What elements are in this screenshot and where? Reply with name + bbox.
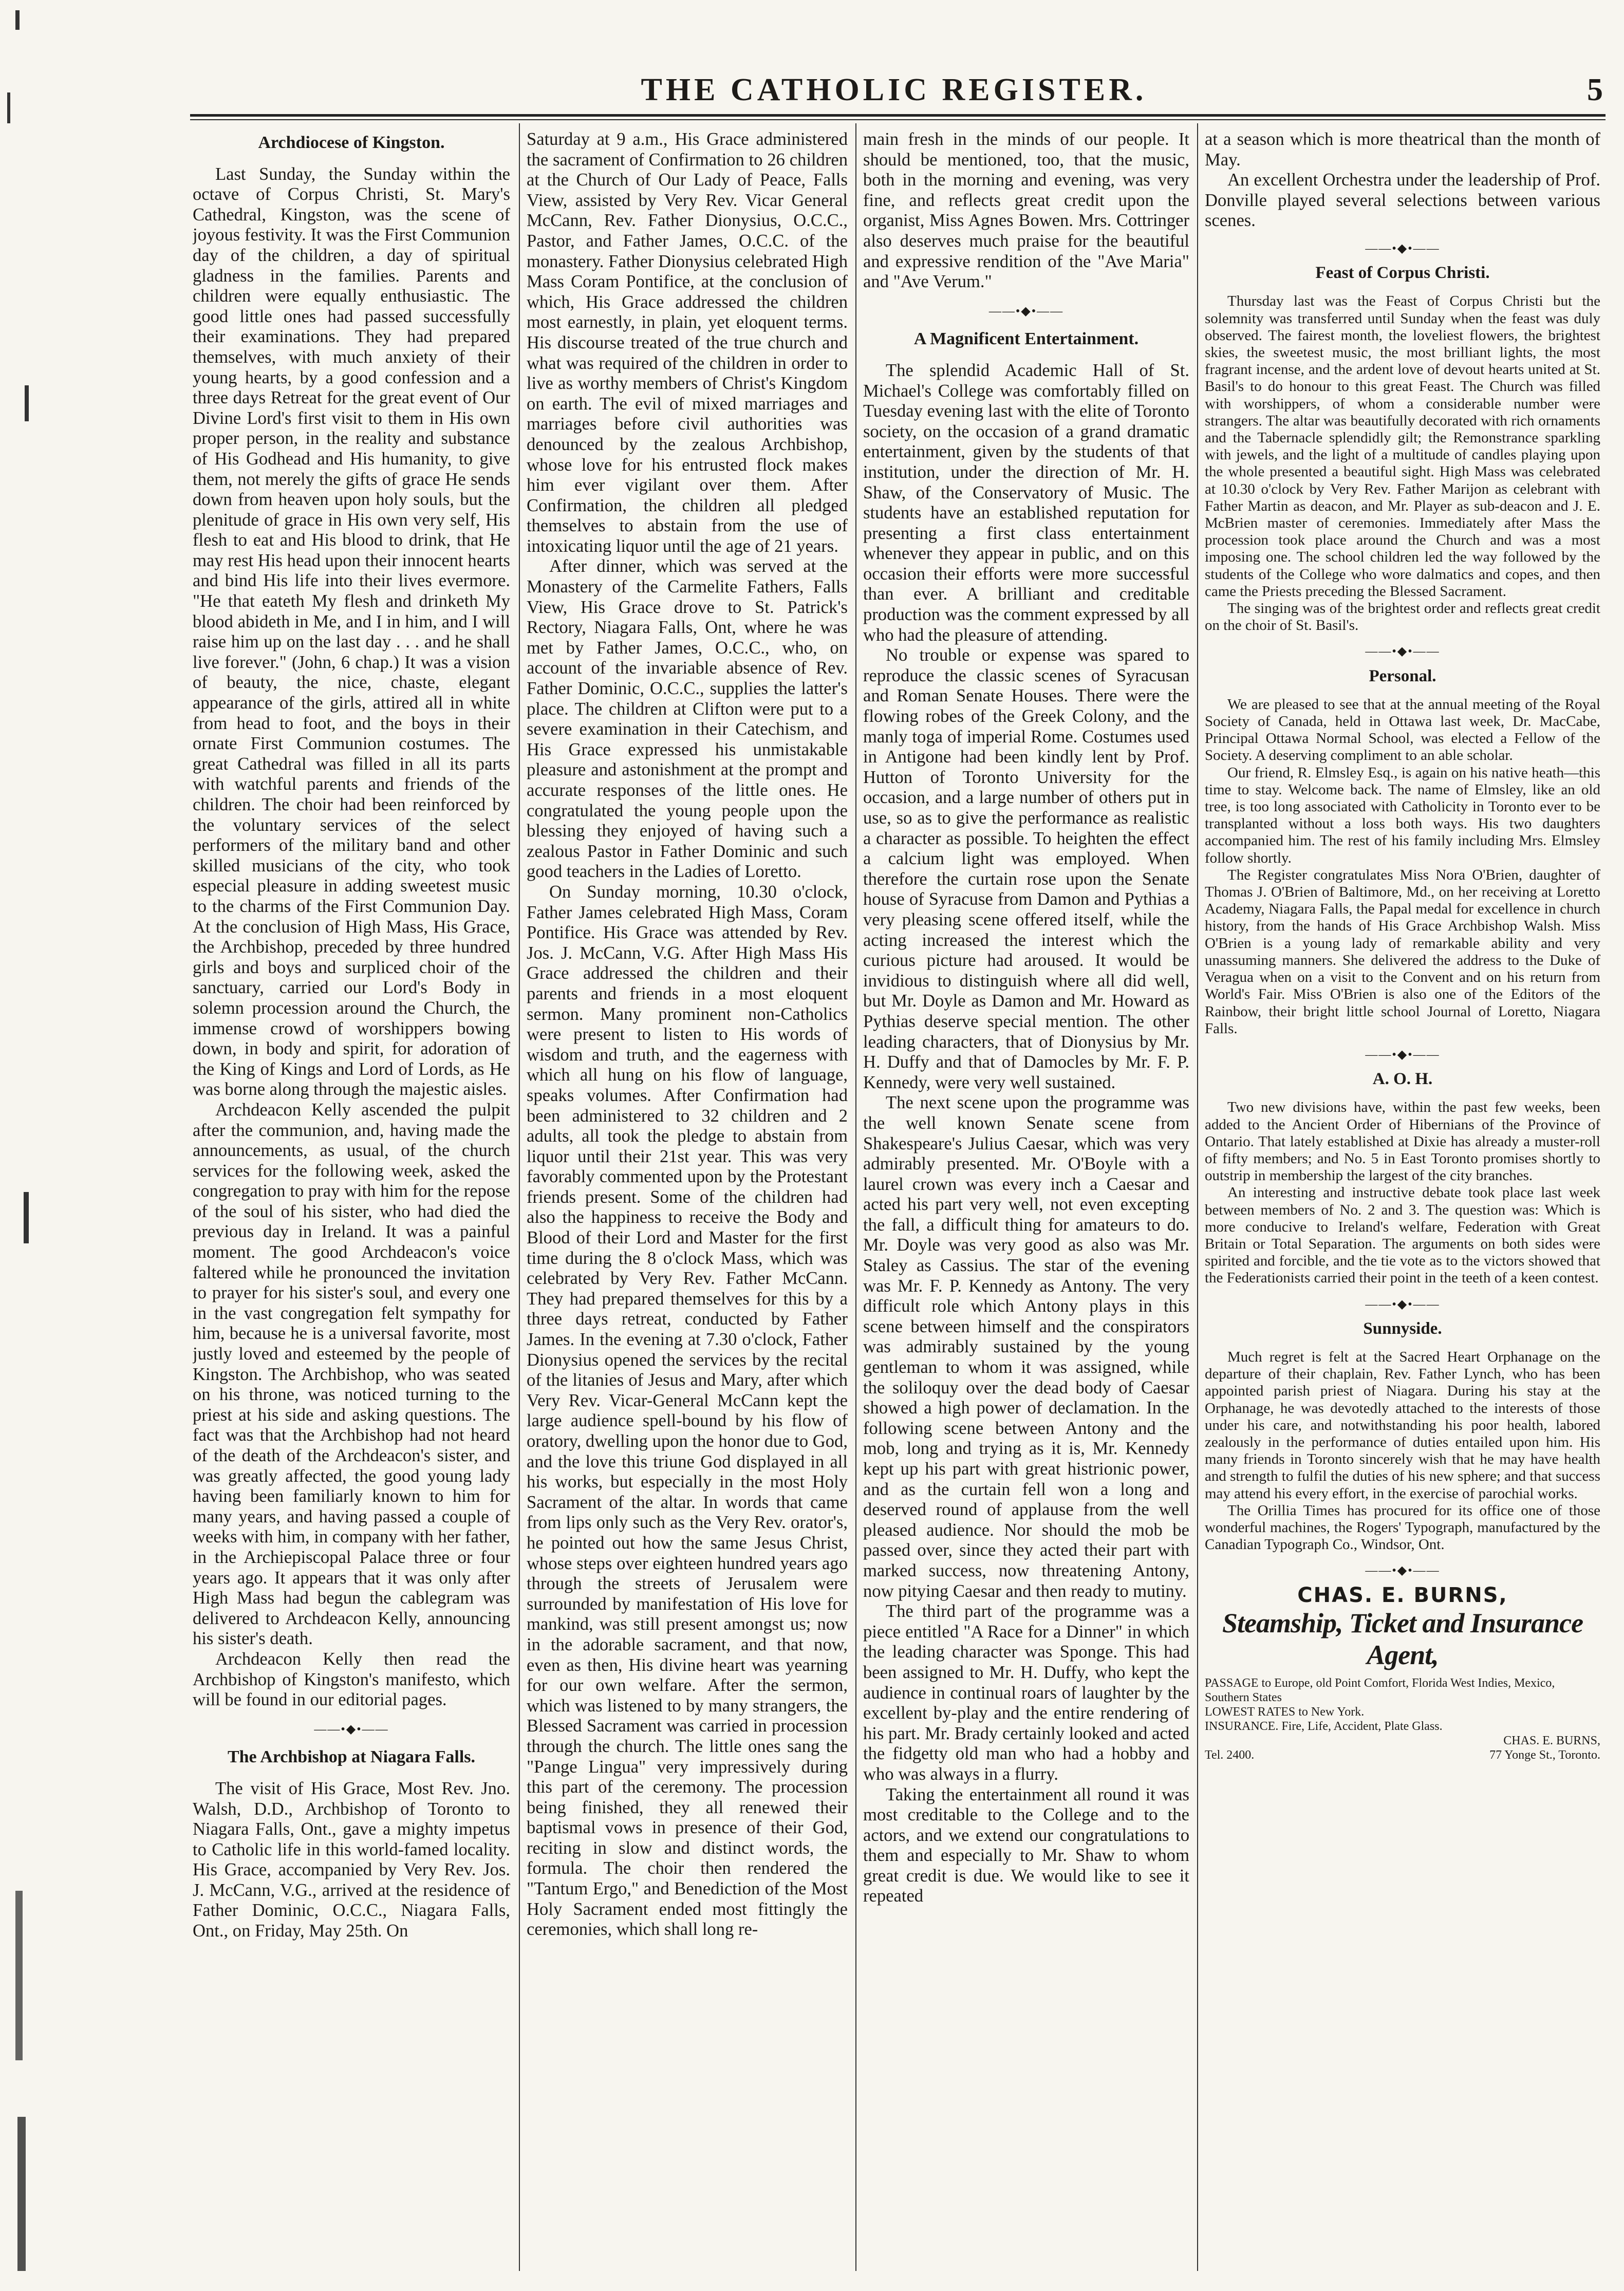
page-number: 5 bbox=[1587, 72, 1603, 107]
section-separator: ——•◆•—— bbox=[988, 304, 1064, 318]
ad-name: CHAS. E. BURNS, bbox=[1297, 1583, 1508, 1607]
article-title-kingston: Archdiocese of Kingston. bbox=[258, 133, 445, 152]
article-paragraph: No trouble or expense was spared to reproduce the classic scenes of Syracusan and Roman Senate Houses. There were the flowing robes of the Greek Colony, and the manly toga of imperial Rome. Costumes used in Antigone had been kindly lent by Prof. Hutton of Toronto University for the occasion, and a large number of others put in use, so as to give the performance as realistic a character as possible. To heighten the effect a calcium light was employed. When therefore the curtain rose upon the Senate house of Syracuse from Damon and Pythias a very pleasing scene offered itself, while the acting increased the interest which the curious picture had aroused. It would be invidious to distinguish where all did well, but Mr. Doyle as Damon and Mr. Howard as Pythias deserve special mention. The other leading characters, that of Dionysius by Mr. H. Duffy and that of Damocles by Mr. F. P. Kennedy, were very well sustained. bbox=[863, 645, 1189, 1092]
margin-mark bbox=[15, 1891, 23, 2060]
article-paragraph: Our friend, R. Elmsley Esq., is again on his native heath—this time to stay. Welcome back. The name of Elmsley, like an old tree, is too long associated with Catholicity in Toronto ever to be transplanted without a loss both ways. His two daughters accompanied him. The rest of his family including Mrs. Elmsley follow shortly. bbox=[1205, 764, 1600, 866]
section-separator: ——•◆•—— bbox=[1365, 1297, 1440, 1311]
margin-mark bbox=[15, 10, 20, 30]
article-paragraph: Much regret is felt at the Sacred Heart Orphanage on the departure of their chaplain, Rev. Father Lynch, who has been appointed parish priest of Niagara. During his stay at the Orphanage, he was devotedly attached to the interests of those under his care, and notwithstanding his poor health, labored zealously in the performance of duties entailed upon him. His many friends in Toronto sincerely wish that he may have health and strength to fulfil the duties of his new sphere; and that success may attend his every effort, in the exercise of parochial works. bbox=[1205, 1348, 1600, 1502]
article-paragraph: On Sunday morning, 10.30 o'clock, Father James celebrated High Mass, Coram Pontifice. His Grace was attended by Rev. Jos. J. McCann, V.G. After High Mass His Grace addressed the children and their parents and friends in a most eloquent sermon. Many prominent non-Catholics were present to listen to His words of wisdom and truth, and the eagerness with which all hung on his flow of language, speaks volumes. After Confirmation had been administered to 32 children and 2 adults, all took the pledge to abstain from liquor until their 21st year. This was very favorably commented upon by the Protestant friends present. Some of the children had also the happiness to receive the Body and Blood of their Lord and Master for the first time during the 8 o'clock Mass, which was celebrated by Very Rev. Father McCann. They had prepared themselves for this by a three days retreat, conducted by Father James. In the evening at 7.30 o'clock, Father Dionysius opened the services by the recital of the litanies of Jesus and Mary, after which Very Rev. Vicar-General McCann kept the large audience spell-bound by his flow of oratory, dwelling upon the honor due to God, and the love this triune God displayed in all his works, but especially in the most Holy Sacrament of the altar. In words that came from lips only such as the Very Rev. orator's, he pointed out how the same Jesus Christ, whose steps over eighteen hundred years ago through the streets of Jerusalem were surrounded by manifestation of His love for mankind, was still present amongst us; now in the adorable sacrament, and that now, even as then, His divine heart was yearning for our own welfare. After the sermon, which was listened to by many strangers, the Blessed Sacrament was carried in procession through the church. The little ones sang the "Pange Lingua" very impressively during this part of the ceremony. The procession being finished, they all renewed their baptismal vows in presence of their God, reciting in slow and distinct words, the formula. The choir then rendered the "Tantum Ergo," and Benediction of the Most Holy Sacrament ended most fittingly the ceremonies, which shall long re- bbox=[527, 882, 848, 1940]
article-paragraph: The Register congratulates Miss Nora O'Brien, daughter of Thomas J. O'Brien of Baltimore, Md., on her receiving at Loretto Academy, Niagara Falls, the Papal medal for excellence in church history, from the hands of His Grace Archbishop Walsh. Miss O'Brien is a young lady of remarkable ability and very unassuming manners. She delivered the address to the Duke of Veragua when on a visit to the Convent and on his return from World's Fair. Miss O'Brien is also one of the Editors of the Rainbow, their bright little school Journal of Loretto, Niagara Falls. bbox=[1205, 866, 1600, 1037]
ad-signature: CHAS. E. BURNS, bbox=[1503, 1734, 1600, 1747]
article-title-personal: Personal. bbox=[1369, 666, 1436, 685]
ad-telephone: Tel. 2400. bbox=[1205, 1748, 1255, 1762]
column-divider bbox=[855, 123, 856, 2271]
section-separator: ——•◆•—— bbox=[314, 1722, 389, 1736]
article-paragraph: An interesting and instructive debate took place last week between members of No. 2 and 3. The question was: Which is more conducive to Ireland's welfare, Federation with Great Britain or Total Separation. The arguments on both sides were spirited and forcible, and the tie vote as to the victors showed that the Federationists carried their point in the teeth of a keen contest. bbox=[1205, 1184, 1600, 1287]
article-paragraph: The splendid Academic Hall of St. Michael's College was comfortably filled on Tuesday evening last with the elite of Toronto society, on the occasion of a grand dramatic entertainment, given by the students of that institution, under the direction of Mr. H. Shaw, of the Conservatory of Music. The students have an established reputation for presenting a first class entertainment whenever they appear in public, and on this occasion their efforts were more successful than ever. A brilliant and creditable production was the comment expressed by all who had the pleasure of attending. bbox=[863, 360, 1189, 645]
article-title-niagara: The Archbishop at Niagara Falls. bbox=[227, 1747, 476, 1767]
article-paragraph: The singing was of the brightest order and reflects great credit on the choir of St. Basil's. bbox=[1205, 600, 1600, 634]
column-4 bbox=[1205, 129, 1600, 2272]
column-2 bbox=[527, 129, 848, 2272]
column-divider bbox=[519, 123, 520, 2271]
column-divider bbox=[1197, 123, 1198, 2271]
article-paragraph: Archdeacon Kelly then read the Archbishop of Kingston's manifesto, which will be found in our editorial pages. bbox=[193, 1649, 510, 1710]
ad-contact bbox=[1205, 1748, 1600, 1762]
article-paragraph: After dinner, which was served at the Monastery of the Carmelite Fathers, Falls View, His Grace drove to St. Patrick's Rectory, Niagara Falls, Ont, where he was met by Father James, O.C.C., who, on account of the invariable absence of Rev. Father Dominic, O.C.C., supplies the latter's place. The children at Clifton were put to a severe examination in their Catechism, and His Grace expressed his unmistakable pleasure and astonishment at the prompt and accurate responses of the little ones. He congratulated the young people upon the blessing they enjoyed of having such a zealous Pastor in Father Dominic and such good teachers in the Ladies of Loretto. bbox=[527, 556, 848, 882]
article-paragraph: The next scene upon the programme was the well known Senate scene from Shakespeare's Julius Caesar, which was very admirably presented. Mr. O'Boyle with a laurel crown was every inch a Caesar and acted his part very well, not even excepting the fall, a difficult thing for amateurs to do. Mr. Doyle was very good as also was Mr. Staley as Cassius. The star of the evening was Mr. F. P. Kennedy as Antony. The very difficult role which Antony plays in this scene between himself and the conspirators was admirably sustained by the young gentleman to whom it was assigned, while the soliloquy over the dead body of Caesar showed a high power of declamation. In the following scene between Antony and the mob, long and trying as it is, Mr. Kennedy kept up his part with great histrionic power, and as the curtain fell won a long and deserved round of applause from the well pleased audience. Nor should the mob be passed over, since they acted their part with marked success, now threatening Antony, now pitying Caesar and then ready to mutiny. bbox=[863, 1093, 1189, 1601]
article-paragraph: at a season which is more theatrical than the month of May. bbox=[1205, 129, 1600, 170]
ad-address: 77 Yonge St., Toronto. bbox=[1489, 1748, 1600, 1762]
article-paragraph: The Orillia Times has procured for its office one of those wonderful machines, the Rogers' Typograph, manufactured by the Canadian Typograph Co., Windsor, Ont. bbox=[1205, 1502, 1600, 1553]
masthead bbox=[185, 72, 1603, 113]
margin-mark bbox=[24, 1192, 29, 1243]
column-1 bbox=[193, 129, 510, 2272]
article-title-corpus-christi: Feast of Corpus Christi. bbox=[1315, 264, 1490, 283]
article-paragraph: Taking the entertainment all round it was most creditable to the College and to the actors, and we extend our congratulations to them and especially to Mr. Shaw to whom great credit is due. We would like to see it repeated bbox=[863, 1784, 1189, 1906]
ad-line: PASSAGE to Europe, old Point Comfort, Florida West Indies, Mexico, Southern States bbox=[1205, 1676, 1555, 1704]
ad-line: INSURANCE. Fire, Life, Accident, Plate Glass. bbox=[1205, 1719, 1443, 1733]
article-paragraph: main fresh in the minds of our people. It should be mentioned, too, that the music, both in the morning and evening, was very fine, and reflects great credit upon the organist, Miss Agnes Bowen. Mrs. Cottringer also deserves much praise for the beautiful and expressive rendition of the "Ave Maria" and "Ave Verum." bbox=[863, 129, 1189, 292]
article-paragraph: The visit of His Grace, Most Rev. Jno. Walsh, D.D., Archbishop of Toronto to Niagara Falls, Ont., gave a mighty impetus to Catholic life in this world-famed locality. His Grace, accompanied by Very Rev. Jos. J. McCann, V.G., arrived at the residence of Father Dominic, O.C.C., Niagara Falls, Ont., on Friday, May 25th. On bbox=[193, 1778, 510, 1941]
section-separator: ——•◆•—— bbox=[1365, 1048, 1440, 1061]
article-paragraph: An excellent Orchestra under the leadership of Prof. Donville played several selections between various scenes. bbox=[1205, 170, 1600, 231]
article-paragraph: The third part of the programme was a piece entitled "A Race for a Dinner" in which the leading character was Sponge. This had been assigned to Mr. H. Duffy, who kept the audience in continual roars of laughter by the excellent by-play and the entire rendering of his part. Mr. Brady certainly looked and acted the fidgetty old man who had a hobby and who was always in a flurry. bbox=[863, 1601, 1189, 1784]
margin-mark bbox=[25, 385, 29, 421]
article-title-entertainment: A Magnificent Entertainment. bbox=[913, 329, 1139, 349]
ad-tagline: Steamship, Ticket and Insurance Agent, bbox=[1222, 1607, 1583, 1670]
masthead-rule-thin bbox=[190, 119, 1606, 120]
article-paragraph: Last Sunday, the Sunday within the octave of Corpus Christi, St. Mary's Cathedral, Kingston, was the scene of joyous festivity. It was the First Communion day of the children, a day of spiritual gladness in the families. Parents and children were equally enthusiastic. The good little ones had passed successfully their examinations. They had prepared themselves, with much anxiety of their young hearts, by a good confession and a three days Retreat for the great event of Our Divine Lord's first visit to them in His own proper person, in the reality and substance of His Godhead and His humanity, to give them, not merely the gifts of grace He sends down from heaven upon holy souls, but the plenitude of grace in His own very self, His flesh to eat and His blood to drink, that He may rest His head upon their innocent hearts and bind His life into their lives evermore. "He that eateth My flesh and drinketh My blood abideth in Me, and I in him, and I will raise him up on the last day . . . and he shall live forever." (John, 6 chap.) It was a vision of beauty, the nice, chaste, elegant appearance of the girls, attired all in white from head to foot, and the boys in their ornate First Communion costumes. The great Cathedral was filled in all its parts with watchful parents and friends of the children. The choir had been reinforced by the voluntary services of the select performers of the military band and other skilled musicians of the city, who took especial pleasure in adding sweetest music to the charms of the First Communion Day. At the conclusion of High Mass, His Grace, the Archbishop, preceded by three hundred girls and boys and surpliced choir of the sanctuary, carried our Lord's Body in solemn procession around the Church, the immense crowd of worshippers bowing down, in body and spirit, for adoration of the King of Kings and Lord of Lords, as He was borne along through the majestic aisles. bbox=[193, 164, 510, 1100]
section-separator: ——•◆•—— bbox=[1365, 645, 1440, 659]
section-separator: ——•◆•—— bbox=[1365, 241, 1440, 255]
article-paragraph: We are pleased to see that at the annual meeting of the Royal Society of Canada, held in Ottawa last week, Dr. MacCabe, Principal Ottawa Normal School, was elected a Fellow of the Society. A deserving compliment to an able scholar. bbox=[1205, 696, 1600, 764]
margin-mark bbox=[17, 2117, 26, 2271]
newspaper-title: THE CATHOLIC REGISTER. bbox=[641, 72, 1147, 107]
advertisement bbox=[1205, 1583, 1600, 1762]
article-paragraph: Archdeacon Kelly ascended the pulpit after the communion, and, having made the announcements, as usual, of the church services for the following week, asked the congregation to pray with him for the repose of the soul of his sister, who had died the previous day in Ireland. It was a painful moment. The good Archdeacon's voice faltered while he pronounced the invitation to prayer for his sister's soul, and every one in the vast congregation felt sympathy for him, because he is a universal favorite, most justly loved and esteemed by the people of Kingston. The Archbishop, who was seated on his throne, was noticed turning to the priest at his side and asking questions. The fact was that the Archbishop had not heard of the death of the Archdeacon's sister, and was greatly affected, the good young lady having been familiarly known to him for many years, and having passed a couple of weeks with him, in company with her father, in the Archiepiscopal Palace three or four years ago. It appears that it was only after High Mass had begun the cablegram was delivered to Archdeacon Kelly, announcing his sister's death. bbox=[193, 1100, 510, 1649]
masthead-rule bbox=[190, 114, 1606, 117]
article-paragraph: Two new divisions have, within the past few weeks, been added to the Ancient Order of Hibernians of the Province of Ontario. That lately established at Dixie has already a muster-roll of fifty members; and No. 5 in East Toronto promises shortly to outstrip in membership the largest of the city branches. bbox=[1205, 1099, 1600, 1184]
section-separator: ——•◆•—— bbox=[1365, 1564, 1440, 1578]
margin-mark bbox=[7, 92, 10, 123]
article-paragraph: Thursday last was the Feast of Corpus Christi but the solemnity was transferred until Sunday when the feast was duly observed. The fairest month, the loveliest flowers, the brightest skies, the sweetest music, the most brilliant lights, the most fragrant incense, and the ardent love of devout hearts united at St. Basil's to do honour to this great Feast. The Church was filled with worshippers, of whom a considerable number were strangers. The altar was beautifully decorated with rich ornaments and the Tabernacle splendidly gilt; the Remonstrance sparkling with jewels, and the light of a multitude of candles playing upon the whole presented a beautiful sight. High Mass was celebrated at 10.30 o'clock by Very Rev. Father Marijon as celebrant with Father Martin as deacon, and Mr. Player as sub-deacon and J. E. McBrien master of ceremonies. Immediately after Mass the procession took place around the Church and was a most imposing one. The school children led the way followed by the students of the College who wore dalmatics and copes, and then came the Priests preceding the Blessed Sacrament. bbox=[1205, 293, 1600, 600]
ad-line: LOWEST RATES to New York. bbox=[1205, 1705, 1365, 1719]
column-3 bbox=[863, 129, 1189, 2272]
article-title-sunnyside: Sunnyside. bbox=[1363, 1319, 1442, 1338]
article-paragraph: Saturday at 9 a.m., His Grace administered the sacrament of Confirmation to 26 children at the Church of Our Lady of Peace, Falls View, assisted by Very Rev. Vicar General McCann, Rev. Father Dionysius, O.C.C., Pastor, and Father James, O.C.C. of the monastery. Father Dionysius celebrated High Mass Coram Pontifice, at the conclusion of which, His Grace addressed the children most earnestly, in plain, yet eloquent terms. His discourse treated of the true church and what was required of the children in order to live as worthy members of Christ's Kingdom on earth. The evil of mixed marriages and marriages before civil authorities was denounced by the zealous Archbishop, whose love for his entrusted flock makes him ever vigilant over them. After Confirmation, the children all pledged themselves to abstain from the use of intoxicating liquor until the age of 21 years. bbox=[527, 129, 848, 556]
article-title-aoh: A. O. H. bbox=[1372, 1070, 1433, 1089]
